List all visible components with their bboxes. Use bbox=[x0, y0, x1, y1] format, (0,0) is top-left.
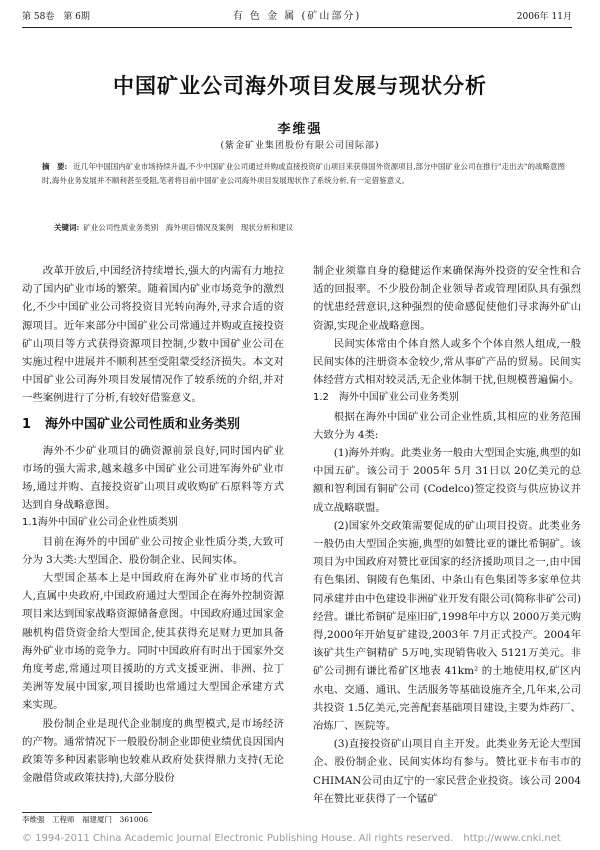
abstract-label: 摘 要: bbox=[42, 162, 68, 171]
abstract bbox=[42, 160, 567, 188]
volume-issue: 第 58卷 第 6期 bbox=[22, 12, 90, 22]
copyright-notice: © 1994-2011 China Academic Journal Electronic Publishing House. All rights reserved. http://www.cnki.net bbox=[22, 833, 561, 844]
keywords-label: 关键词: bbox=[54, 223, 80, 232]
header-rule bbox=[22, 27, 572, 28]
right-column bbox=[313, 262, 581, 808]
author-footnote: 李维强 工程师 福建厦门 361006 bbox=[22, 815, 149, 824]
private-entity-paragraph: 民间实体常由个体自然人或多个个体自然人组成,一般民间实体的注册资本金较少,常从事矿产品的贸易。民间实体经营方式相对较灵活,无企业体制干扰,但规模普遍偏小。 bbox=[313, 337, 581, 387]
issue-date: 2006年 11月 bbox=[516, 12, 572, 22]
author-name: 李维强 bbox=[277, 122, 323, 137]
intro-paragraph: 改革开放后,中国经济持续增长,强大的内需有力地拉动了国内矿业市场的繁荣。随着国内矿业市场竞争的激烈化,不少中国矿业公司将投资目光转向海外,寻求合适的资源项目。近年来部分中国矿业公司常通过并购或直接投资矿山项目等方式获得资源项目控制,少数中国矿业公司在实施过程中进展并不顺利甚至受阻蒙受经济损失。本文对中国矿业公司海外项目发展情况作了较系统的介绍,并对一些案例进行了分析,有较好借鉴意义。 bbox=[22, 265, 284, 405]
left-column bbox=[22, 262, 284, 787]
section-1-number: 1 bbox=[22, 416, 32, 432]
type-2-paragraph: (2)国家外交政策需要促成的矿山项目投资。此类业务一般仍由大型国企实施,典型的如赞比亚的谦比希铜矿。该项目为中国政府对赞比亚国家的经济援助项目之一,由中国有色集团、铜陵有色集团、中条山有色集团等多家单位共同承建并由中色建设非洲矿业开发有限公司(简称非矿公司)经营。谦比希铜矿是座旧矿,1998年中方以 2000万美元购得,2000年开始复矿建设,2003年 7月正式投产。2004年该矿共生产铜精矿 5万吨,实现销售收入 5121万美元。非矿公司拥有谦比希矿区地表 41km² 的土地使用权,矿区内水电、交通、通讯、生活服务等基础设施齐全,几年来,公司共投资 1.5亿美元,完善配套基础项目建设,主要为炸药厂、冶炼厂、医院等。 bbox=[313, 519, 581, 733]
subsection-1-1-paragraph-1: 目前在海外的中国矿业公司按企业性质分类,大致可分为 3大类:大型国企、股份制企业、民间实体。 bbox=[22, 535, 284, 566]
keywords bbox=[54, 222, 564, 234]
author-affiliation: (紫金矿业集团股份有限公司国际部) bbox=[220, 141, 380, 151]
section-1-paragraph: 海外不少矿业项目的确资源前景良好,同时国内矿业市场的强大需求,越来越多中国矿业公司进军海外矿业市场,通过并购、直接投资矿山项目或收购矿石原料等方式达到自身战略意图。 bbox=[22, 444, 284, 512]
keywords-text: 矿业公司性质业务类别 海外项目情况及案例 现状分析和建议 bbox=[83, 223, 294, 232]
subsection-1-1-heading: 1.1海外中国矿业公司企业性质类别 bbox=[22, 517, 178, 529]
footnote-rule bbox=[22, 812, 152, 813]
subsection-1-2-heading: 1.2 海外中国矿业公司业务类别 bbox=[313, 392, 459, 404]
type-3-paragraph: (3)直接投资矿山项目自主开发。此类业务无论大型国企、股份制企业、民间实体均有参与。赞比亚卡布韦市的 CHIMAN公司由辽宁的一家民营企业投资。该公司 2004年在赞比亚获得了一个锰矿 bbox=[313, 738, 581, 805]
type-1-paragraph: (1)海外并购。此类业务一般由大型国企实施,典型的如中国五矿。该公司于 2005年 5月 31日以 20亿美元的总额和智利国有铜矿公司 (Codelco)签定投资与供应协议并成立战略联盟。 bbox=[313, 447, 581, 514]
section-1-title: 海外中国矿业公司性质和业务类别 bbox=[45, 416, 241, 432]
running-header bbox=[22, 10, 572, 24]
paper-title: 中国矿业公司海外项目发展与现状分析 bbox=[113, 74, 487, 98]
abstract-text: 近几年中国国内矿业市场持续升温,不少中国矿业公司通过并购或直接投资矿山项目来获得国外资源项目,部分中国矿业公司在推行"走出去"的战略意图时,海外业务发展并不顺利甚至受阻,笔者将目前中国矿业公司海外项目发展现状作了系统分析,有一定借鉴意义。 bbox=[42, 162, 565, 185]
section-1-heading bbox=[22, 416, 284, 434]
subsection-1-1-paragraph-2: 大型国企基本上是中国政府在海外矿业市场的代言人,直属中央政府,中国政府通过大型国企在海外控制资源项目来达到国家战略资源储备意图。中国政府通过国家金融机构借贷资金给大型国企,使其获得充足财力更加具备海外矿业市场的竞争力。同时中国政府有时出于国家外交角度考虑,常通过项目援助的方式支援亚洲、非洲、拉丁美洲等发展中国家,项目援助也常通过大型国企承建方式来实现。 bbox=[22, 572, 284, 712]
subsection-1-1-paragraph-3: 股份制企业是现代企业制度的典型模式,是市场经济的产物。通常情况下一般股份制企业即使业绩优良因国内政策等多种因素影响也较难从政府处获得鼎力支持(无论金融借贷或政策扶持),大部分股份 bbox=[22, 717, 284, 785]
journal-name: 有 色 金 属 (矿山部分) bbox=[232, 11, 362, 22]
business-types-paragraph: 根据在海外中国矿业公司企业性质,其相应的业务范围大致分为 4类: bbox=[313, 410, 581, 441]
continued-paragraph: 制企业须靠自身的稳健运作来确保海外投资的安全性和合适的回报率。不少股份制企业领导者或管理团队具有强烈的忧患经营意识,这种强烈的使命感促使他们寻求海外矿山资源,实现企业战略意图。 bbox=[313, 265, 581, 332]
